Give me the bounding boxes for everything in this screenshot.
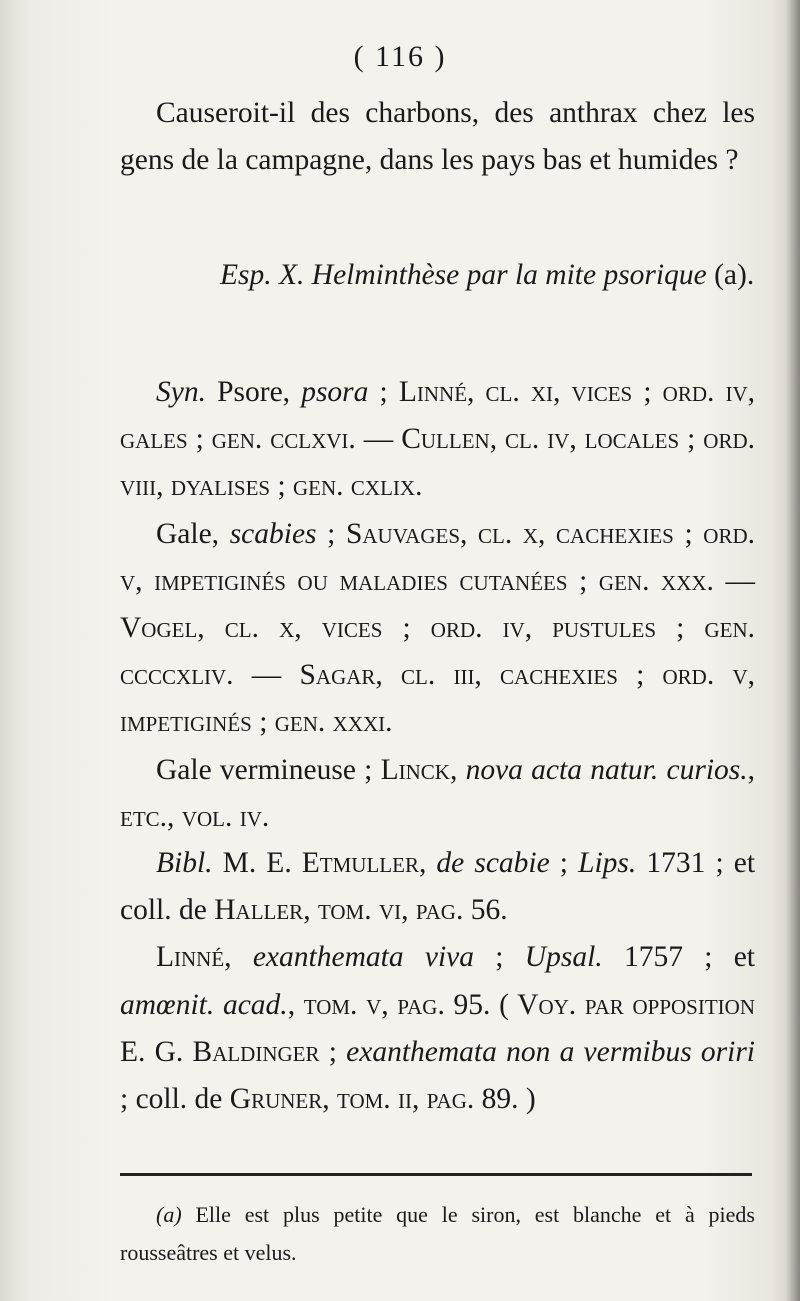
page-number: ( 116 ) — [353, 40, 447, 73]
bibl-initials: M. E. — [222, 847, 292, 879]
gale-scabies: scabies — [229, 517, 317, 550]
linne-work: exanthemata viva — [252, 941, 474, 974]
author-sauvages: Sauvages — [345, 517, 461, 550]
species-number: Esp. X. — [220, 259, 305, 291]
author-cullen: Cullen — [401, 423, 490, 456]
bibl-label: Bibl. — [156, 847, 213, 879]
paragraph-charbons-text: Causeroit-il des charbons, des anthrax chez les gens de la campagne, dans les pays bas et humides ? — [120, 97, 755, 177]
species-title: Helminthèse par la mite psorique — [311, 259, 707, 291]
author-gruner: Gruner — [229, 1083, 323, 1116]
species-footnote-ref: (a). — [714, 259, 755, 291]
syn-psore: Psore, — [217, 376, 291, 408]
author-baldinger: Baldinger — [192, 1035, 320, 1068]
linck-ref: , etc., vol. iv. — [120, 753, 755, 833]
syn-cullen-ref: , cl. iv, locales ; ord. viii, dyalises ; gen. cxlix. — [120, 423, 755, 503]
baldinger-work: exanthemata non a vermibus oriri — [346, 1035, 755, 1068]
footnote-mark: (a) — [156, 1202, 182, 1227]
author-sagar: Sagar — [299, 659, 376, 692]
page-edge-shadow — [786, 0, 800, 1301]
haller-ref: , tom. vi, pag. 56. — [303, 894, 508, 927]
footnote — [120, 1196, 755, 1272]
gale-label: Gale, — [156, 517, 220, 550]
author-vogel: Vogel — [120, 612, 198, 645]
author-linck: Linck — [380, 753, 450, 786]
author-linne: Linné — [398, 376, 468, 408]
synonyms-block: Syn. Psore, psora ; Linné, cl. xi, vices ; ord. iv, gales ; gen. cclxvi. — Cullen, cl. iv, locales ; ord. viii, dyalises ; gen. cxlix. Gale, scabies ; Sauvages, cl. x, cachexies ; ord. v, impetiginés ou maladies cutanées ; gen. xxx. — Vogel, cl. x, vices ; ord. iv, pustules ; gen. ccccxliv. — Sagar, cl. iii, cachexies ; ord. v, impetiginés ; gen. xxxi. Gale vermineuse ; Linck, nova acta natur. curios., etc., vol. iv. — [120, 376, 756, 833]
amoenit-ref: , tom. v, pag. 95. ( Voy. par opposition E. G. — [120, 988, 756, 1068]
gale-vermineuse: Gale vermineuse ; — [156, 753, 373, 786]
amoenit-work: amœnit. acad. — [120, 988, 288, 1021]
author-linne-2: Linné — [156, 941, 225, 974]
etmuller-work: de scabie — [436, 847, 550, 879]
footnote-divider — [120, 1173, 752, 1176]
syn-linne-ref: , cl. xi, vices ; ord. iv, gales ; gen. cclxvi. — — [120, 376, 756, 456]
gale-sauvages-ref: , cl. x, cachexies ; ord. v, impetiginés ou maladies cutanées ; gen. xxx. — — [120, 517, 756, 597]
bibliography-block: Bibl. M. E. Etmuller, de scabie ; Lips. 1731 ; et coll. de Haller, tom. vi, pag. 56. Linné, exanthemata viva ; Upsal. 1757 ; et amœnit. acad., tom. v, pag. 95. ( Voy. par opposition E. G. Baldinger ; exanthemata non a vermibus oriri ; coll. de Gruner, tom. ii, pag. 89. ) — [120, 847, 756, 1116]
author-etmuller: Etmuller — [301, 847, 419, 879]
gale-sagar-ref: , cl. iii, cachexies ; ord. v, impetiginés ; gen. xxxi. — [120, 659, 755, 739]
linne-year: 1757 ; et — [623, 941, 755, 974]
footnote-text: Elle est plus petite que le siron, est blanche et à pieds rousseâtres et velus. — [120, 1202, 755, 1265]
syn-psora: psora — [301, 376, 369, 408]
etmuller-place: Lips. — [578, 847, 637, 879]
species-heading — [120, 252, 755, 299]
etmuller-year: 1731 ; et coll. de — [120, 847, 756, 927]
author-haller: Haller — [214, 894, 304, 927]
paragraph-charbons — [120, 90, 755, 184]
gale-vogel-ref: , cl. x, vices ; ord. iv, pustules ; gen. ccccxliv. — — [120, 612, 755, 692]
linck-work: nova acta natur. curios. — [465, 753, 748, 786]
syn-label: Syn. — [156, 376, 206, 408]
gruner-coll: ; coll. de — [120, 1083, 223, 1116]
linne-place: Upsal. — [524, 941, 603, 974]
gruner-ref: , tom. ii, pag. 89. ) — [322, 1083, 536, 1116]
